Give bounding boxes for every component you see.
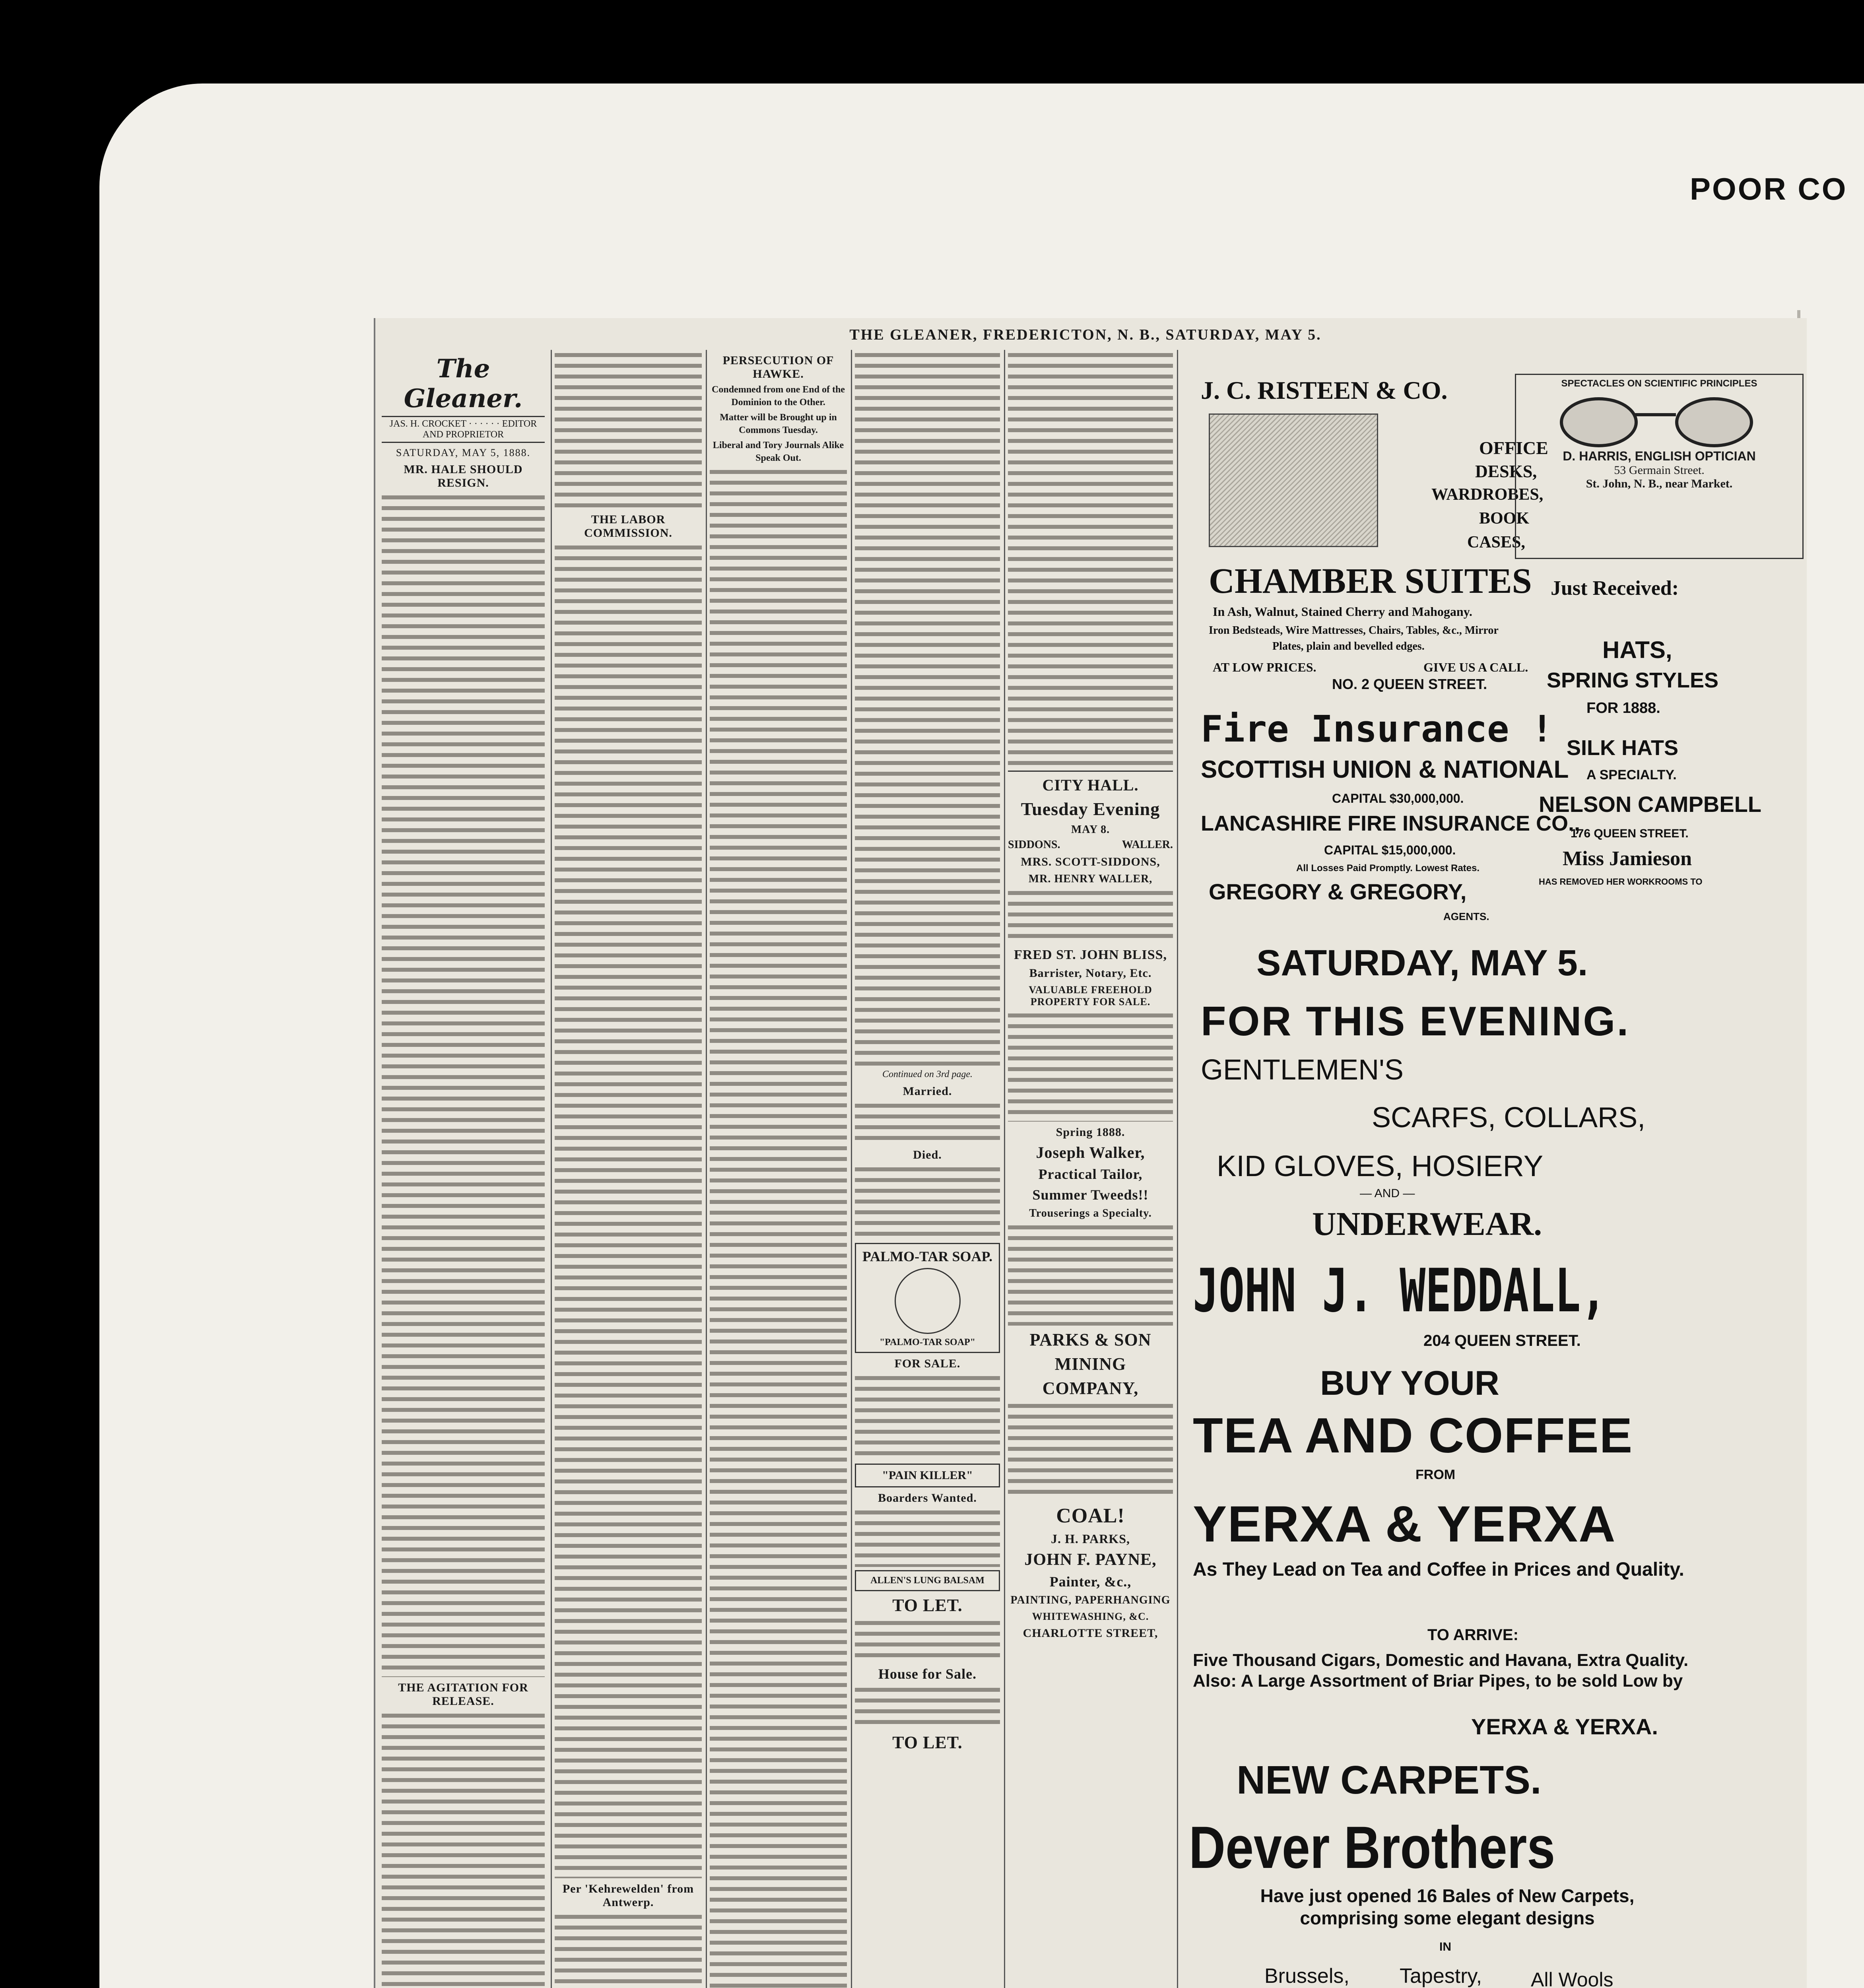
buy-your: BUY YOUR xyxy=(1320,1364,1499,1402)
tea-and-coffee: TEA AND COFFEE xyxy=(1193,1408,1633,1463)
mining: MINING xyxy=(1054,1354,1126,1374)
column-3 xyxy=(710,350,847,1988)
headline-hawke: PERSECUTION OF HAWKE. xyxy=(722,354,834,381)
from: FROM xyxy=(1415,1467,1456,1482)
in-word: IN xyxy=(1439,1940,1451,1953)
whitewashing: WHITEWASHING, &C. xyxy=(1032,1611,1149,1622)
barrister: Barrister, Notary, Etc. xyxy=(1029,967,1152,980)
agents: AGENTS. xyxy=(1443,911,1489,922)
column-2 xyxy=(555,350,702,1988)
soap-ad xyxy=(855,1243,1000,1353)
article-body xyxy=(555,1912,702,1988)
died-heading: Died. xyxy=(913,1148,942,1161)
pain-killer-ad xyxy=(855,1464,1000,1487)
gentlemens: GENTLEMEN'S xyxy=(1201,1054,1404,1086)
risteen-address: NO. 2 QUEEN STREET. xyxy=(1332,676,1487,692)
harris-city: St. John, N. B., near Market. xyxy=(1586,477,1733,490)
article-body xyxy=(555,542,702,1878)
to-let-heading: TO LET. xyxy=(892,1596,963,1615)
book: BOOK xyxy=(1479,509,1530,528)
tapestry: Tapestry, xyxy=(1400,1965,1482,1988)
column-rule xyxy=(706,350,707,1988)
spring-styles: SPRING STYLES xyxy=(1547,668,1719,692)
house-sale-heading: House for Sale. xyxy=(878,1666,977,1682)
scottish-union: SCOTTISH UNION & NATIONAL xyxy=(1201,756,1569,783)
to-arrive: TO ARRIVE: xyxy=(1427,1626,1518,1644)
publisher-line: JAS. H. CROCKET · · · · · · EDITOR AND PROPRIETOR xyxy=(382,416,545,443)
ad-body xyxy=(855,1373,1000,1460)
ad-body xyxy=(855,1685,1000,1728)
running-head: THE GLEANER, FREDERICTON, N. B., SATURDAY, MAY 5. xyxy=(849,326,1322,343)
column-rule xyxy=(1177,350,1178,1988)
column-5 xyxy=(1008,350,1173,1988)
for-sale-heading: FOR SALE. xyxy=(894,1357,961,1370)
fred-st-john-bliss: FRED ST. JOHN BLISS, xyxy=(1014,947,1167,962)
spring-1888: Spring 1888. xyxy=(1056,1126,1125,1139)
valuable-property: VALUABLE FREEHOLD PROPERTY FOR SALE. xyxy=(1029,984,1152,1008)
campbell-address: 176 QUEEN STREET. xyxy=(1571,827,1689,840)
mrs-scott-siddons: MRS. SCOTT-SIDDONS, xyxy=(1021,855,1160,868)
harris-name: D. HARRIS, ENGLISH OPTICIAN xyxy=(1563,449,1756,463)
city-hall: CITY HALL. xyxy=(1042,776,1139,794)
brussels: Brussels, xyxy=(1264,1965,1349,1988)
mr-henry-waller: MR. HENRY WALLER, xyxy=(1028,873,1153,885)
losses-line: All Losses Paid Promptly. Lowest Rates. xyxy=(1296,863,1480,874)
harris-ad xyxy=(1515,374,1804,559)
ad-body xyxy=(1008,1222,1173,1326)
for-this-evening: FOR THIS EVENING. xyxy=(1201,998,1630,1044)
ad-body xyxy=(1008,1010,1173,1122)
tuesday-evening: Tuesday Evening xyxy=(1021,799,1160,819)
headline-agitation: THE AGITATION FOR RELEASE. xyxy=(398,1681,528,1708)
wardrobes: WARDROBES, xyxy=(1431,485,1544,504)
chamber-suites: CHAMBER SUITES xyxy=(1209,561,1532,601)
coal: COAL! xyxy=(1056,1505,1125,1527)
yerxa-lead: As They Lead on Tea and Coffee in Prices and Quality. xyxy=(1193,1559,1684,1580)
column-1 xyxy=(382,350,545,1988)
dever-opened: Have just opened 16 Bales of New Carpets, comprising some elegant designs xyxy=(1260,1885,1635,1928)
headline-hale-resign: MR. HALE SHOULD RESIGN. xyxy=(404,463,523,489)
notice-body xyxy=(855,1164,1000,1240)
article-body xyxy=(855,350,1000,1066)
practical-tailor: Practical Tailor, xyxy=(1038,1166,1143,1182)
divider xyxy=(1008,771,1173,772)
dever-brothers: Dever Brothers xyxy=(1189,1814,1555,1881)
charlotte-street: CHARLOTTE STREET, xyxy=(1023,1627,1158,1640)
ad-body xyxy=(855,1618,1000,1662)
notice-body xyxy=(855,1101,1000,1144)
article-body xyxy=(382,1710,545,1988)
masthead: The Gleaner. xyxy=(404,354,523,414)
risteen-name: J. C. RISTEEN & CO. xyxy=(1201,376,1448,404)
spectacles-icon xyxy=(1516,389,1802,449)
give-call: GIVE US A CALL. xyxy=(1423,660,1528,674)
siddons: SIDDONS. xyxy=(1008,839,1060,851)
balsam-ad xyxy=(855,1570,1000,1591)
headline-kehrewelden: Per 'Kehrewelden' from Antwerp. xyxy=(562,1882,694,1909)
iron-line: Iron Bedsteads, Wire Mattresses, Chairs, Tables, &c., Mirror xyxy=(1209,624,1499,637)
article-body xyxy=(382,492,545,1677)
boarders-heading: Boarders Wanted. xyxy=(878,1491,977,1505)
article-body xyxy=(555,350,702,509)
john-j-weddall: JOHN J. WEDDALL, xyxy=(1193,1256,1607,1326)
capital-15m: CAPITAL $15,000,000. xyxy=(1324,843,1456,857)
pain-killer-title: "PAIN KILLER" xyxy=(882,1469,973,1482)
just-received: Just Received: xyxy=(1551,577,1679,600)
low-prices: AT LOW PRICES. xyxy=(1213,660,1316,674)
for-1888: FOR 1888. xyxy=(1586,700,1660,716)
cases: CASES, xyxy=(1467,533,1525,551)
a-specialty: A SPECIALTY. xyxy=(1586,767,1677,782)
summer-tweeds: Summer Tweeds!! xyxy=(1032,1187,1149,1203)
column-4 xyxy=(855,350,1000,1988)
j-h-parks: J. H. PARKS, xyxy=(1051,1532,1130,1546)
parks-son: PARKS & SON xyxy=(1029,1330,1151,1349)
married-heading: Married. xyxy=(903,1085,952,1098)
yerxa-name: YERXA & YERXA xyxy=(1193,1496,1616,1553)
soap-title: PALMO-TAR SOAP. xyxy=(862,1248,993,1264)
gregory-agents: GREGORY & GREGORY, xyxy=(1209,879,1467,904)
company: COMPANY, xyxy=(1042,1378,1139,1398)
john-f-payne: JOHN F. PAYNE, xyxy=(1024,1551,1157,1569)
fire-insurance: Fire Insurance ! xyxy=(1201,708,1553,750)
balsam-title: ALLEN'S LUNG BALSAM xyxy=(870,1575,984,1586)
headline-labor-commission: THE LABOR COMMISSION. xyxy=(584,513,672,540)
saturday-may-5: SATURDAY, MAY 5. xyxy=(1256,943,1588,983)
woods-line: In Ash, Walnut, Stained Cherry and Mahogany. xyxy=(1213,604,1472,619)
dateline: SATURDAY, MAY 5, 1888. xyxy=(396,447,531,458)
article-body xyxy=(1008,350,1173,767)
jamieson-line: HAS REMOVED HER WORKROOMS TO xyxy=(1539,877,1703,887)
nelson-campbell: NELSON CAMPBELL xyxy=(1539,792,1761,817)
to-let-heading-2: TO LET. xyxy=(892,1733,963,1752)
column-rule xyxy=(1004,350,1005,1988)
scarfs-collars: SCARFS, COLLARS, xyxy=(1372,1102,1646,1134)
may-8: MAY 8. xyxy=(1071,823,1110,836)
harris-street: 53 Germain Street. xyxy=(1614,464,1705,477)
joseph-walker: Joseph Walker, xyxy=(1036,1143,1145,1161)
and-line: — AND — xyxy=(1360,1187,1415,1200)
harris-title: SPECTACLES ON SCIENTIFIC PRINCIPLES xyxy=(1561,378,1757,389)
deck-journals: Liberal and Tory Journals Alike Speak Out. xyxy=(713,440,844,463)
ad-body xyxy=(1008,888,1173,944)
underwear: UNDERWEAR. xyxy=(1312,1206,1542,1242)
painting-paperhanging: PAINTING, PAPERHANGING xyxy=(1010,1594,1171,1606)
painter: Painter, &c., xyxy=(1049,1574,1132,1590)
continued-note: Continued on 3rd page. xyxy=(882,1069,973,1079)
silk-hats: SILK HATS xyxy=(1567,736,1678,760)
all-wools: All Wools xyxy=(1531,1969,1614,1988)
ad-body xyxy=(1008,1401,1173,1500)
poor-copy-notice: POOR CO xyxy=(1690,171,1848,206)
ad-body xyxy=(855,1507,1000,1567)
waller: WALLER. xyxy=(1122,839,1173,851)
hats: HATS, xyxy=(1602,637,1672,663)
furniture-engraving xyxy=(1209,414,1378,547)
new-carpets: NEW CARPETS. xyxy=(1237,1758,1542,1802)
lancashire: LANCASHIRE FIRE INSURANCE CO., xyxy=(1201,812,1581,835)
office: OFFICE xyxy=(1479,438,1548,458)
yerxa-signature: YERXA & YERXA. xyxy=(1471,1714,1658,1739)
article-body xyxy=(710,467,847,1988)
cigars-line: Five Thousand Cigars, Domestic and Havana, Extra Quality. Also: A Large Assortment of Briar Pipes, to be sold Low by xyxy=(1193,1650,1689,1691)
column-rule xyxy=(551,350,552,1988)
capital-30m: CAPITAL $30,000,000. xyxy=(1332,791,1464,806)
soap-illustration xyxy=(895,1268,961,1334)
siddons-waller-row xyxy=(1008,839,1173,851)
deck-commons: Matter will be Brought up in Commons Tuesday. xyxy=(720,412,837,435)
kid-gloves: KID GLOVES, HOSIERY xyxy=(1217,1149,1544,1182)
miss-jamieson: Miss Jamieson xyxy=(1563,847,1692,870)
deck-condemned: Condemned from one End of the Dominion to the Other. xyxy=(712,384,845,408)
weddall-address: 204 QUEEN STREET. xyxy=(1423,1332,1581,1349)
plates-line: Plates, plain and bevelled edges. xyxy=(1272,640,1425,652)
trouserings: Trouserings a Specialty. xyxy=(1029,1207,1152,1219)
column-rule xyxy=(851,350,852,1988)
desks: DESKS, xyxy=(1475,462,1537,481)
soap-subtitle: "PALMO-TAR SOAP" xyxy=(879,1337,976,1347)
